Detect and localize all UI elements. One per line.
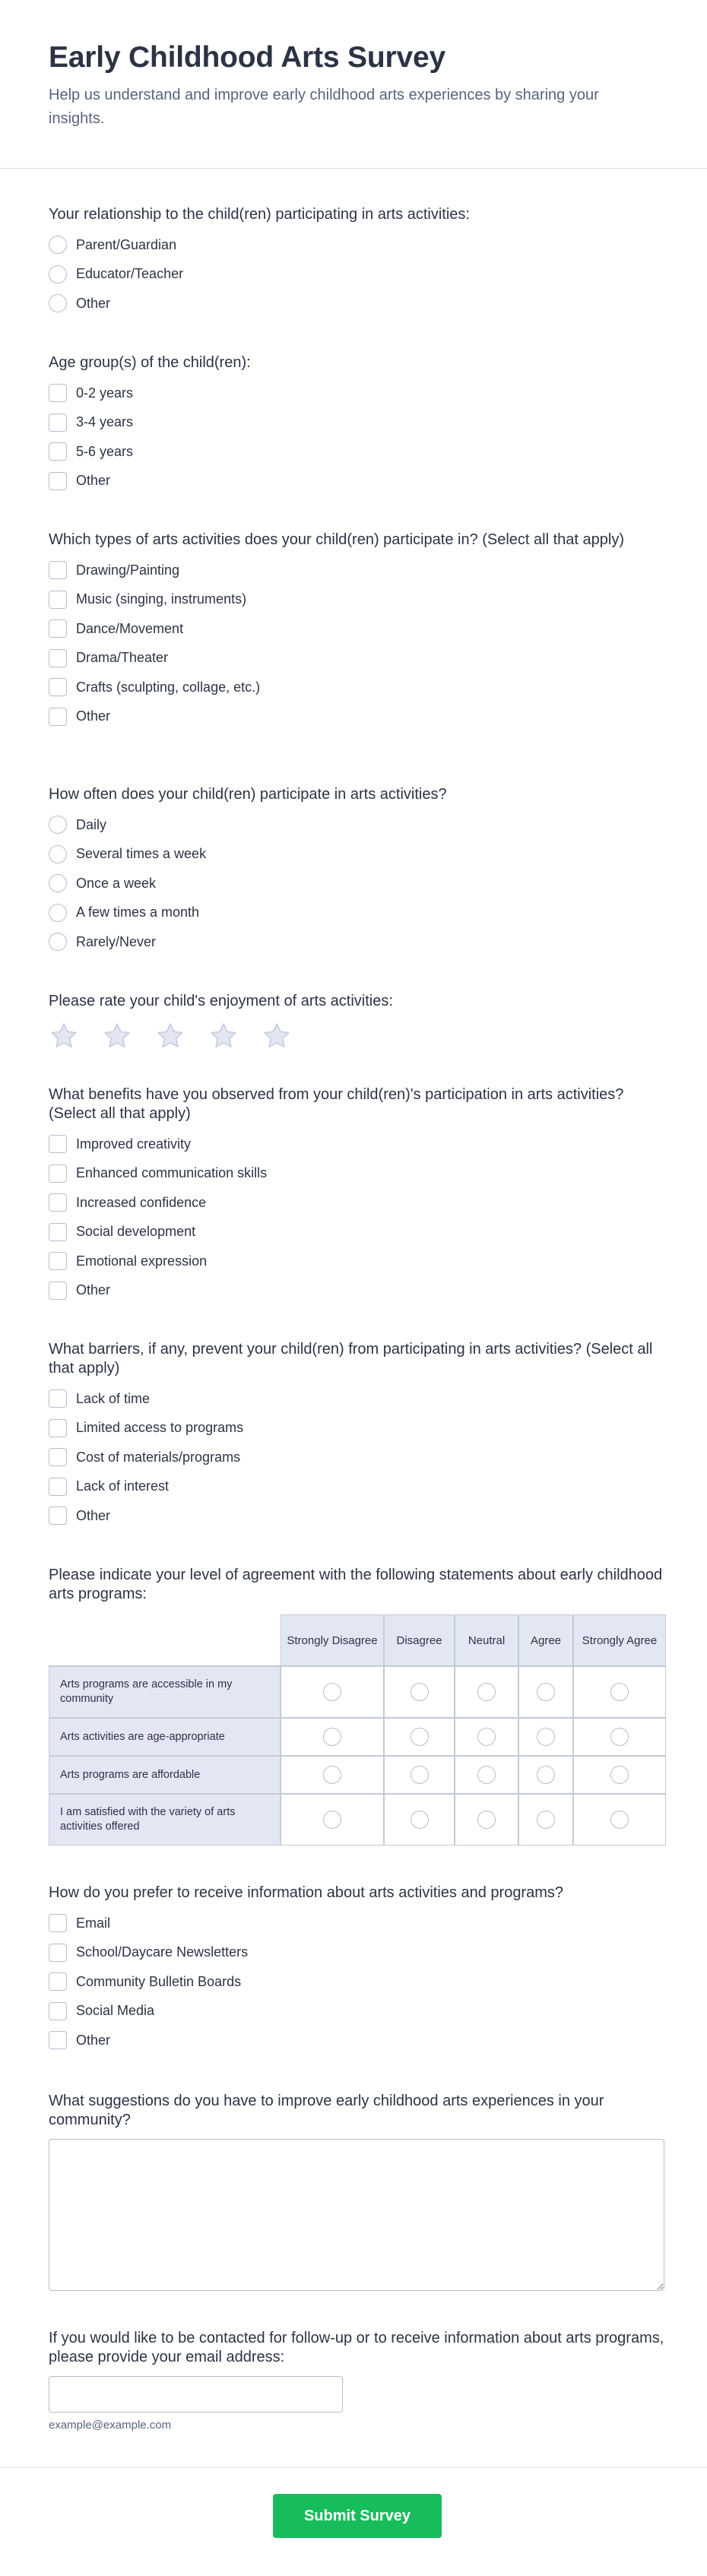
matrix-column-header: Strongly Agree bbox=[573, 1614, 666, 1666]
radio-button[interactable] bbox=[323, 1683, 341, 1701]
option-label: Other bbox=[76, 708, 111, 724]
checkbox-option[interactable] bbox=[49, 1247, 664, 1276]
option-label: Other bbox=[76, 473, 111, 489]
option-label: Drawing/Painting bbox=[76, 562, 180, 578]
checkbox-option[interactable] bbox=[49, 467, 664, 496]
email-sublabel: example@example.com bbox=[49, 2419, 172, 2432]
matrix-cell[interactable] bbox=[573, 1794, 666, 1846]
checkbox[interactable] bbox=[49, 1282, 67, 1300]
checkbox-option[interactable] bbox=[49, 1443, 664, 1472]
option-label: School/Daycare Newsletters bbox=[76, 1944, 249, 1960]
radio-button[interactable] bbox=[49, 904, 67, 922]
submit-button[interactable]: Submit Survey bbox=[273, 2494, 442, 2538]
matrix-column-header: Disagree bbox=[384, 1614, 455, 1666]
option-label: Parent/Guardian bbox=[76, 236, 177, 252]
checkbox[interactable] bbox=[49, 1252, 67, 1270]
radio-button[interactable] bbox=[411, 1811, 429, 1829]
checkbox-option[interactable] bbox=[49, 614, 664, 644]
page-title: Early Childhood Arts Survey bbox=[49, 41, 445, 74]
email-field[interactable] bbox=[49, 2376, 343, 2413]
checkbox[interactable] bbox=[49, 1944, 67, 1962]
option-label: Rarely/Never bbox=[76, 933, 157, 949]
matrix-cell[interactable] bbox=[455, 1718, 518, 1756]
matrix-row-label: Arts activities are age-appropriate bbox=[49, 1718, 281, 1756]
star-icon[interactable] bbox=[155, 1019, 208, 1054]
checkbox[interactable] bbox=[49, 1164, 67, 1183]
question-benefits bbox=[49, 1085, 664, 1305]
radio-button[interactable] bbox=[477, 1766, 496, 1784]
matrix-cell[interactable] bbox=[455, 1794, 518, 1846]
option-label: Music (singing, instruments) bbox=[76, 591, 247, 607]
checkbox-option[interactable] bbox=[49, 437, 664, 467]
options-list bbox=[49, 230, 664, 318]
question-label: Please rate your child's enjoyment of arts activities: bbox=[49, 993, 393, 1009]
checkbox-option[interactable] bbox=[49, 585, 664, 615]
matrix-row bbox=[49, 1756, 666, 1794]
options-list bbox=[49, 1384, 664, 1531]
radio-button[interactable] bbox=[49, 236, 67, 254]
matrix-cell[interactable] bbox=[573, 1756, 666, 1794]
checkbox[interactable] bbox=[49, 1193, 67, 1212]
option-label: Drama/Theater bbox=[76, 650, 169, 666]
radio-button[interactable] bbox=[411, 1766, 429, 1784]
options-list bbox=[49, 1909, 664, 2055]
question-label: Please indicate your level of agreement with the following statements about early childhood arts programs: bbox=[49, 1567, 663, 1602]
checkbox-option[interactable] bbox=[49, 1276, 664, 1306]
matrix-row-label: Arts programs are affordable bbox=[49, 1756, 281, 1794]
option-label: Social development bbox=[76, 1224, 196, 1240]
star-icon[interactable] bbox=[262, 1019, 315, 1054]
option-label: Community Bulletin Boards bbox=[76, 1973, 242, 1989]
checkbox[interactable] bbox=[49, 561, 67, 579]
option-label: Emotional expression bbox=[76, 1253, 208, 1269]
checkbox-option[interactable] bbox=[49, 1218, 664, 1247]
option-label: Lack of interest bbox=[76, 1478, 170, 1494]
radio-button[interactable] bbox=[323, 1811, 341, 1829]
radio-option[interactable] bbox=[49, 810, 664, 840]
checkbox[interactable] bbox=[49, 2002, 67, 2020]
checkbox[interactable] bbox=[49, 472, 67, 490]
matrix-column-header: Neutral bbox=[455, 1614, 518, 1666]
checkbox-option[interactable] bbox=[49, 1472, 664, 1502]
option-label: Other bbox=[76, 295, 111, 311]
option-label: 3-4 years bbox=[76, 414, 134, 430]
checkbox[interactable] bbox=[49, 619, 67, 638]
matrix-cell[interactable] bbox=[384, 1666, 455, 1718]
question-relationship bbox=[49, 205, 664, 318]
checkbox-option[interactable] bbox=[49, 408, 664, 438]
question-info-preference bbox=[49, 1884, 664, 2055]
question-label: What benefits have you observed from your child(ren)'s participation in arts activities? (Select all that apply) bbox=[49, 1086, 624, 1122]
checkbox-option[interactable] bbox=[49, 1159, 664, 1189]
question-label: Which types of arts activities does your child(ren) participate in? (Select all that apply) bbox=[49, 531, 625, 548]
radio-option[interactable] bbox=[49, 898, 664, 928]
matrix-cell[interactable] bbox=[384, 1756, 455, 1794]
checkbox-option[interactable] bbox=[49, 1501, 664, 1531]
options-list bbox=[49, 379, 664, 496]
radio-button[interactable] bbox=[49, 845, 67, 863]
option-label: Other bbox=[76, 2032, 111, 2048]
matrix-cell[interactable] bbox=[281, 1718, 384, 1756]
option-label: Other bbox=[76, 1282, 111, 1298]
options-list bbox=[49, 1130, 664, 1305]
question-label: If you would like to be contacted for follow-up or to receive information about arts programs, please provide your email address: bbox=[49, 2330, 664, 2365]
question-age-group bbox=[49, 353, 664, 496]
checkbox[interactable] bbox=[49, 1419, 67, 1437]
question-enjoyment bbox=[49, 992, 664, 1054]
matrix-cell[interactable] bbox=[281, 1666, 384, 1718]
checkbox[interactable] bbox=[49, 1914, 67, 1932]
options-list bbox=[49, 810, 664, 957]
radio-option[interactable] bbox=[49, 289, 664, 318]
matrix-row-label: I am satisfied with the variety of arts activities offered bbox=[49, 1794, 281, 1846]
checkbox[interactable] bbox=[49, 413, 67, 432]
matrix-corner bbox=[49, 1614, 281, 1666]
checkbox-option[interactable] bbox=[49, 644, 664, 673]
star-icon[interactable] bbox=[102, 1019, 155, 1054]
checkbox[interactable] bbox=[49, 708, 67, 726]
matrix-cell[interactable] bbox=[518, 1666, 573, 1718]
matrix-column-header: Agree bbox=[518, 1614, 573, 1666]
question-suggestions bbox=[49, 2092, 664, 2291]
checkbox[interactable] bbox=[49, 2031, 67, 2049]
matrix-cell[interactable] bbox=[573, 1718, 666, 1756]
radio-button[interactable] bbox=[537, 1811, 555, 1829]
option-label: Daily bbox=[76, 816, 107, 832]
matrix-cell[interactable] bbox=[281, 1794, 384, 1846]
radio-button[interactable] bbox=[610, 1683, 629, 1701]
radio-button[interactable] bbox=[610, 1728, 629, 1746]
option-label: Educator/Teacher bbox=[76, 266, 184, 282]
matrix-column-header: Strongly Disagree bbox=[281, 1614, 384, 1666]
checkbox[interactable] bbox=[49, 591, 67, 609]
checkbox-option[interactable] bbox=[49, 1967, 664, 1997]
option-label: Cost of materials/programs bbox=[76, 1449, 241, 1465]
options-list bbox=[49, 556, 664, 731]
question-label: Your relationship to the child(ren) participating in arts activities: bbox=[49, 206, 470, 223]
matrix-cell[interactable] bbox=[384, 1794, 455, 1846]
matrix-cell[interactable] bbox=[573, 1666, 666, 1718]
question-email bbox=[49, 2329, 664, 2432]
matrix-row bbox=[49, 1718, 666, 1756]
radio-button[interactable] bbox=[49, 874, 67, 892]
radio-button[interactable] bbox=[411, 1683, 429, 1701]
star-icon[interactable] bbox=[49, 1019, 102, 1054]
radio-option[interactable] bbox=[49, 869, 664, 898]
radio-button[interactable] bbox=[610, 1766, 629, 1784]
radio-option[interactable] bbox=[49, 840, 664, 870]
checkbox[interactable] bbox=[49, 678, 67, 696]
radio-option[interactable] bbox=[49, 927, 664, 957]
checkbox[interactable] bbox=[49, 649, 67, 667]
question-agreement bbox=[49, 1566, 666, 1846]
matrix-cell[interactable] bbox=[518, 1756, 573, 1794]
radio-button[interactable] bbox=[49, 265, 67, 284]
radio-button[interactable] bbox=[49, 816, 67, 834]
matrix-cell[interactable] bbox=[518, 1794, 573, 1846]
checkbox-option[interactable] bbox=[49, 2026, 664, 2055]
matrix-cell[interactable] bbox=[281, 1756, 384, 1794]
form-header bbox=[0, 0, 707, 169]
radio-option[interactable] bbox=[49, 260, 664, 290]
matrix-row-label: Arts programs are accessible in my community bbox=[49, 1666, 281, 1718]
checkbox[interactable] bbox=[49, 1478, 67, 1496]
radio-button[interactable] bbox=[49, 294, 67, 312]
question-activity-types bbox=[49, 531, 664, 731]
matrix-cell[interactable] bbox=[455, 1666, 518, 1718]
question-barriers bbox=[49, 1340, 664, 1531]
radio-button[interactable] bbox=[610, 1811, 629, 1829]
checkbox-option[interactable] bbox=[49, 673, 664, 702]
radio-button[interactable] bbox=[537, 1766, 555, 1784]
option-label: 0-2 years bbox=[76, 385, 134, 401]
option-label: Once a week bbox=[76, 875, 157, 891]
option-label: Crafts (sculpting, collage, etc.) bbox=[76, 679, 261, 695]
option-label: Dance/Movement bbox=[76, 620, 184, 636]
checkbox-option[interactable] bbox=[49, 1130, 664, 1159]
option-label: Other bbox=[76, 1507, 111, 1523]
footer-divider bbox=[0, 2467, 707, 2468]
radio-option[interactable] bbox=[49, 230, 664, 260]
checkbox-option[interactable] bbox=[49, 1938, 664, 1968]
checkbox[interactable] bbox=[49, 442, 67, 461]
checkbox[interactable] bbox=[49, 1389, 67, 1408]
checkbox-option[interactable] bbox=[49, 1997, 664, 2026]
checkbox-option[interactable] bbox=[49, 1414, 664, 1443]
option-label: Social Media bbox=[76, 2003, 155, 2019]
option-label: Enhanced communication skills bbox=[76, 1165, 268, 1181]
matrix-cell[interactable] bbox=[518, 1718, 573, 1756]
checkbox[interactable] bbox=[49, 384, 67, 402]
suggestions-textarea[interactable] bbox=[49, 2139, 664, 2291]
radio-button[interactable] bbox=[477, 1728, 496, 1746]
checkbox-option[interactable] bbox=[49, 1188, 664, 1218]
matrix-cell[interactable] bbox=[384, 1718, 455, 1756]
checkbox[interactable] bbox=[49, 1972, 67, 1991]
option-label: Email bbox=[76, 1915, 111, 1931]
radio-button[interactable] bbox=[49, 933, 67, 951]
checkbox-option[interactable] bbox=[49, 1909, 664, 1938]
agreement-matrix bbox=[49, 1614, 666, 1846]
option-label: Increased confidence bbox=[76, 1194, 207, 1210]
checkbox[interactable] bbox=[49, 1448, 67, 1466]
option-label: Limited access to programs bbox=[76, 1420, 244, 1436]
question-label: How often does your child(ren) participate in arts activities? bbox=[49, 786, 447, 803]
star-rating[interactable] bbox=[49, 1019, 664, 1054]
option-label: 5-6 years bbox=[76, 443, 134, 459]
checkbox[interactable] bbox=[49, 1223, 67, 1241]
radio-button[interactable] bbox=[477, 1683, 496, 1701]
option-label: Several times a week bbox=[76, 846, 207, 862]
radio-button[interactable] bbox=[477, 1811, 496, 1829]
question-frequency bbox=[49, 785, 664, 957]
star-icon[interactable] bbox=[208, 1019, 262, 1054]
matrix-cell[interactable] bbox=[455, 1756, 518, 1794]
radio-button[interactable] bbox=[323, 1766, 341, 1784]
radio-button[interactable] bbox=[537, 1683, 555, 1701]
question-label: How do you prefer to receive information about arts activities and programs? bbox=[49, 1884, 564, 1901]
checkbox-option[interactable] bbox=[49, 1384, 664, 1414]
question-label: What suggestions do you have to improve early childhood arts experiences in your community? bbox=[49, 2093, 604, 2128]
matrix-row bbox=[49, 1794, 666, 1846]
radio-button[interactable] bbox=[411, 1728, 429, 1746]
option-label: A few times a month bbox=[76, 905, 200, 920]
radio-button[interactable] bbox=[537, 1728, 555, 1746]
option-label: Improved creativity bbox=[76, 1136, 192, 1152]
checkbox-option[interactable] bbox=[49, 556, 664, 585]
checkbox[interactable] bbox=[49, 1135, 67, 1153]
matrix-row bbox=[49, 1666, 666, 1718]
checkbox[interactable] bbox=[49, 1507, 67, 1525]
checkbox-option[interactable] bbox=[49, 702, 664, 732]
checkbox-option[interactable] bbox=[49, 379, 664, 408]
radio-button[interactable] bbox=[323, 1728, 341, 1746]
question-label: What barriers, if any, prevent your child(ren) from participating in arts activities? (Select all that apply) bbox=[49, 1341, 653, 1377]
question-label: Age group(s) of the child(ren): bbox=[49, 354, 251, 371]
page-description: Help us understand and improve early childhood arts experiences by sharing your insights. bbox=[49, 87, 599, 127]
option-label: Lack of time bbox=[76, 1390, 151, 1406]
